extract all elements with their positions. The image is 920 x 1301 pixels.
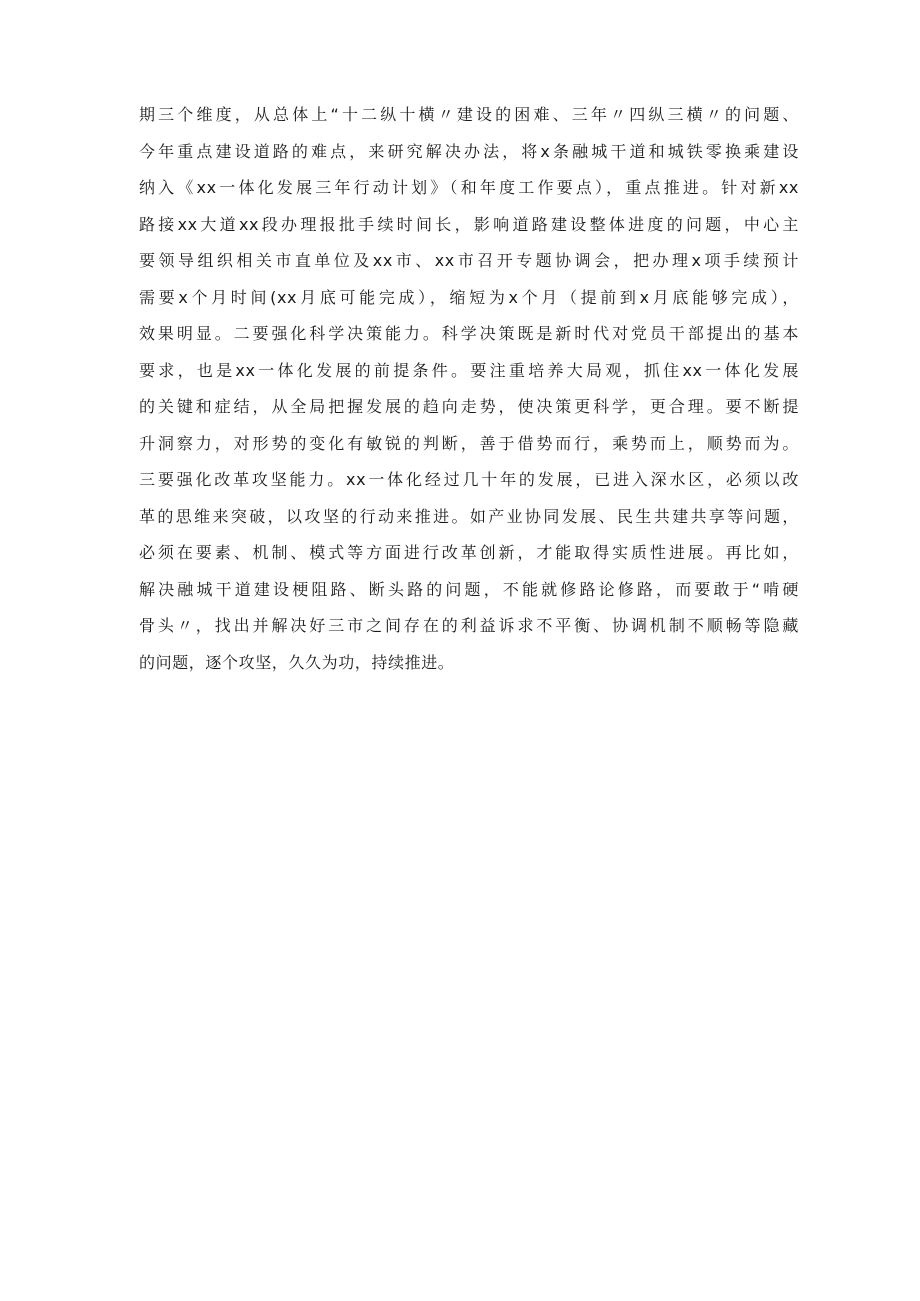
text-line-1: 期三个维度，从总体上“十二纵十横〃建设的困难、三年〃四纵三横〃的问题、 — [139, 105, 799, 124]
text-line-10: 升洞察力，对形势的变化有敏锐的判断，善于借势而行，乘势而上，顺势而为。 — [139, 433, 799, 453]
text-line-11: 三要强化改革攻坚能力。xx一体化经过几十年的发展，已进入深水区，必须以改 — [139, 470, 799, 489]
text-line-2: 今年重点建设道路的难点，来研究解决办法，将x条融城干道和城铁零换乘建设 — [139, 141, 799, 161]
text-line-3: 纳入《xx一体化发展三年行动计划》（和年度工作要点），重点推进。针对新xx — [139, 178, 799, 197]
text-line-16: 的问题，逐个攻坚，久久为功，持续推进。 — [139, 652, 455, 672]
text-line-13: 必须在要素、机制、模式等方面进行改革创新，才能取得实质性进展。再比如， — [139, 543, 799, 562]
text-line-14: 解决融城干道建设梗阻路、断头路的问题，不能就修路论修路，而要敢于“啃硬 — [139, 579, 799, 599]
text-line-12: 革的思维来突破，以攻坚的行动来推进。如产业协同发展、民生共建共享等问题， — [139, 506, 799, 526]
text-line-4: 路接xx大道xx段办理报批手续时间长，影响道路建设整体进度的问题，中心主 — [139, 214, 799, 234]
body-text — [139, 97, 799, 681]
text-line-5: 要领导组织相关市直单位及xx市、xx市召开专题协调会，把办理x项手续预计 — [139, 251, 799, 270]
text-line-15: 骨头〃，找出并解决好三市之间存在的利益诉求不平衡、协调机制不顺畅等隐藏 — [139, 616, 799, 635]
text-line-8: 要求，也是xx一体化发展的前提条件。要注重培养大局观，抓住xx一体化发展 — [139, 360, 799, 380]
text-line-7: 效果明显。二要强化科学决策能力。科学决策既是新时代对党员干部提出的基本 — [139, 324, 799, 343]
text-line-9: 的关键和症结，从全局把握发展的趋向走势，使决策更科学，更合理。要不断提 — [139, 397, 799, 416]
text-line-6: 需要x个月时间(xx月底可能完成），缩短为x个月（提前到x月底能够完成）， — [139, 287, 799, 307]
